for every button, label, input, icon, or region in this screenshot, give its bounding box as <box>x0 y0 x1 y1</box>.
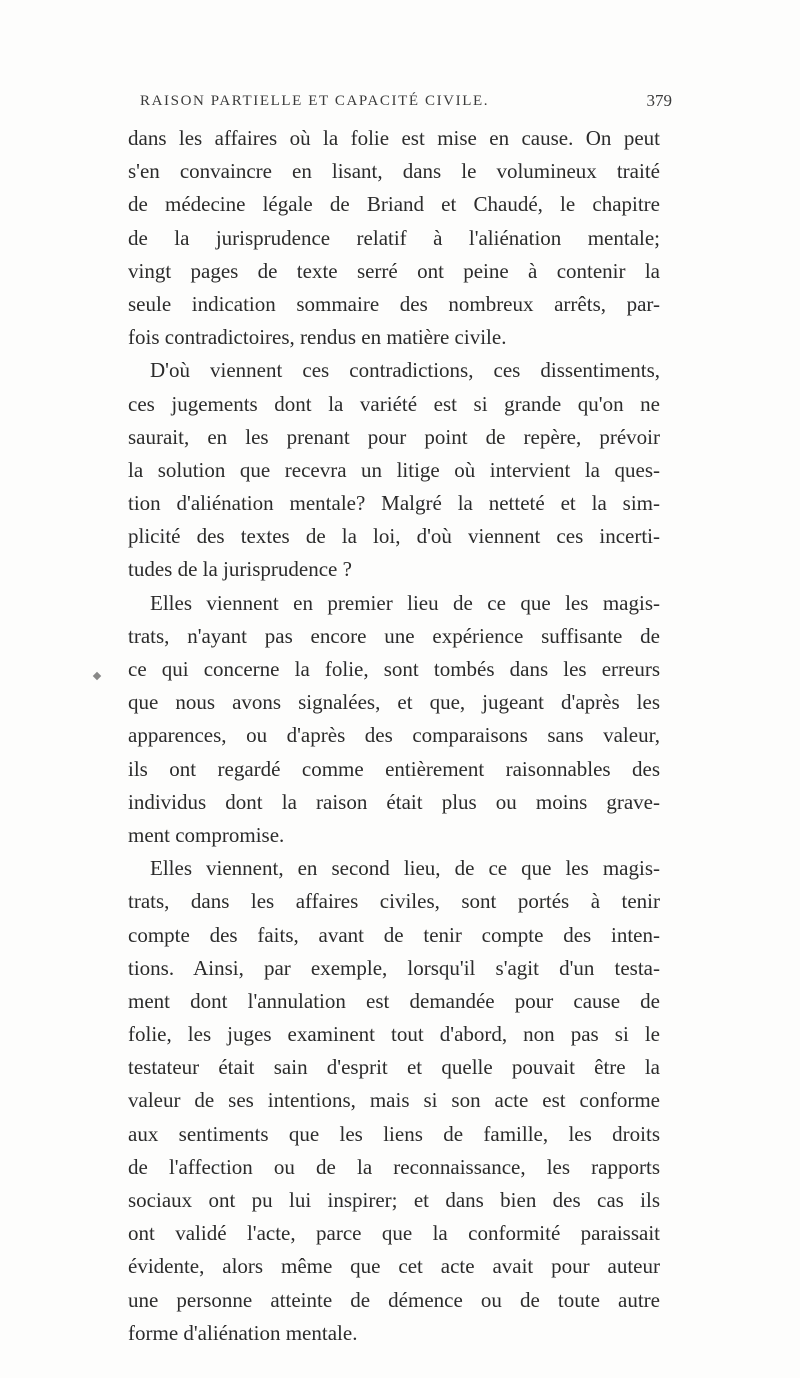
text-line: sociaux ont pu lui inspirer; et dans bien des cas ils <box>128 1188 660 1212</box>
text-line: ces jugements dont la variété est si grande qu'on ne <box>128 391 660 416</box>
margin-mark <box>93 672 101 680</box>
text-line: s'en convaincre en lisant, dans le volumineux traité <box>128 159 660 184</box>
running-title: RAISON PARTIELLE ET CAPACITÉ CIVILE. <box>140 93 490 109</box>
text-line: ment dont l'annulation est demandée pour cause de <box>128 988 660 1013</box>
text-line: ils ont regardé comme entièrement raisonnables des <box>128 756 660 781</box>
text-line: trats, dans les affaires civiles, sont portés à tenir <box>128 889 660 914</box>
text-line: tudes de la jurisprudence ? <box>128 557 352 582</box>
text-line: aux sentiments que les liens de famille, les droits <box>128 1121 660 1146</box>
text-line: vingt pages de texte serré ont peine à contenir la <box>128 258 660 283</box>
text-line: folie, les juges examinent tout d'abord, non pas si le <box>128 1022 660 1047</box>
text-line: saurait, en les prenant pour point de repère, prévoir <box>128 424 660 449</box>
text-line: tion d'aliénation mentale? Malgré la netteté et la sim- <box>128 491 660 516</box>
text-line: fois contradictoires, rendus en matière civile. <box>128 325 507 350</box>
text-line: la solution que recevra un litige où intervient la ques- <box>128 457 660 482</box>
text-line: Elles viennent, en second lieu, de ce que les magis- <box>150 856 660 881</box>
text-line: trats, n'ayant pas encore une expérience suffisante de <box>128 623 660 648</box>
text-line: évidente, alors même que cet acte avait pour auteur <box>128 1254 660 1279</box>
text-line: apparences, ou d'après des comparaisons sans valeur, <box>128 723 660 748</box>
text-line: de médecine légale de Briand et Chaudé, le chapitre <box>128 192 660 217</box>
running-head <box>140 91 672 117</box>
text-line: valeur de ses intentions, mais si son acte est conforme <box>128 1088 660 1113</box>
text-line: que nous avons signalées, et que, jugeant d'après les <box>128 690 660 715</box>
text-line: de la jurisprudence relatif à l'aliénation mentale; <box>128 225 660 250</box>
text-line: D'où viennent ces contradictions, ces dissentiments, <box>150 358 660 383</box>
text-line: plicité des textes de la loi, d'où viennent ces incerti- <box>128 524 660 549</box>
text-line: Elles viennent en premier lieu de ce que les magis- <box>150 590 660 615</box>
text-line: de l'affection ou de la reconnaissance, les rapports <box>128 1154 660 1179</box>
text-line: testateur était sain d'esprit et quelle pouvait être la <box>128 1055 660 1080</box>
text-line: une personne atteinte de démence ou de toute autre <box>128 1287 660 1312</box>
text-line: tions. Ainsi, par exemple, lorsqu'il s'agit d'un testa- <box>128 955 660 980</box>
text-body <box>128 122 660 1350</box>
text-line: forme d'aliénation mentale. <box>128 1320 358 1345</box>
text-line: seule indication sommaire des nombreux arrêts, par- <box>128 291 660 316</box>
text-line: individus dont la raison était plus ou moins grave- <box>128 789 660 814</box>
page-number: 379 <box>646 91 672 110</box>
text-line: ce qui concerne la folie, sont tombés dans les erreurs <box>128 657 660 681</box>
text-line: dans les affaires où la folie est mise en cause. On peut <box>128 126 660 150</box>
text-line: ont validé l'acte, parce que la conformité paraissait <box>128 1221 660 1246</box>
text-line: compte des faits, avant de tenir compte des inten- <box>128 922 660 947</box>
text-line: ment compromise. <box>128 822 285 847</box>
